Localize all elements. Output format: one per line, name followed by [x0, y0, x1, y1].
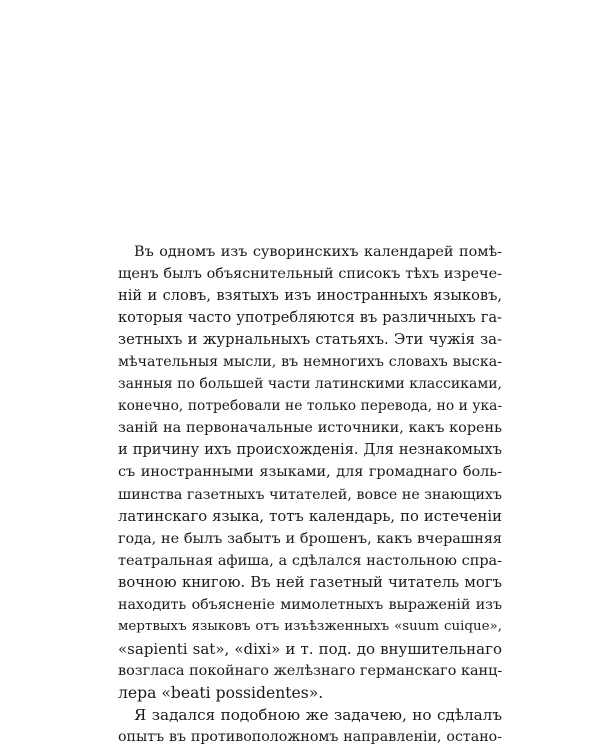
- text-line: и причину ихъ происхожденія. Для незнакомыхъ: [118, 441, 502, 459]
- text-line: которыя часто употребляются въ различныхъ га-: [118, 309, 502, 327]
- text-line: заній на первоначальные источники, какъ корень: [118, 420, 502, 437]
- text-line: мертвыхъ языковъ отъ изъѣзженныхъ «suum cuique»,: [118, 618, 502, 634]
- text-line: латинскаго языка, тотъ календарь, по истеченіи: [118, 507, 502, 525]
- text-line: возгласа покойнаго желѣзнаго германскаго канц-: [118, 662, 503, 679]
- text-line: ній и словъ, взятыхъ изъ иностранныхъ языковъ,: [118, 287, 502, 305]
- text-line: Я задался подобною же задачею, но сдѣлалъ: [134, 705, 502, 724]
- text-line: театральная афиша, а сдѣлался настольною спра-: [118, 552, 502, 569]
- paragraph-1: [118, 241, 502, 704]
- text-line: занныя по большей части латинскими классиками,: [118, 376, 502, 393]
- text-line: мѣчательныя мысли, въ немногихъ словахъ выска-: [118, 354, 502, 371]
- text-line: зетныхъ и журнальныхъ статьяхъ. Эти чужія за-: [118, 331, 502, 349]
- text-line: «sapienti sat», «dixi» и т. под. до внушительнаго: [118, 639, 502, 658]
- body-text: [118, 241, 502, 748]
- text-line: шинства газетныхъ читателей, вовсе не знающихъ: [118, 486, 502, 503]
- text-line: Въ одномъ изъ суворинскихъ календарей помѣ-: [134, 244, 502, 260]
- text-line: опытъ въ противоположномъ направленіи, остано-: [118, 729, 502, 746]
- text-line: конечно, потребовали не только перевода, но и ука-: [118, 398, 502, 415]
- text-line: вочною книгою. Въ ней газетный читатель могъ: [118, 573, 502, 591]
- text-line: съ иностранными языками, для громаднаго боль-: [118, 464, 502, 481]
- text-line: года, не былъ забытъ и брошенъ, какъ вчерашняя: [118, 530, 502, 547]
- text-line: находить объясненіе мимолетныхъ выраженій изъ: [118, 596, 502, 613]
- text-line: лера «beati possidentes».: [118, 683, 324, 702]
- paragraph-2: [118, 704, 502, 748]
- text-line: щенъ былъ объяснительный списокъ тѣхъ изрече-: [118, 266, 502, 283]
